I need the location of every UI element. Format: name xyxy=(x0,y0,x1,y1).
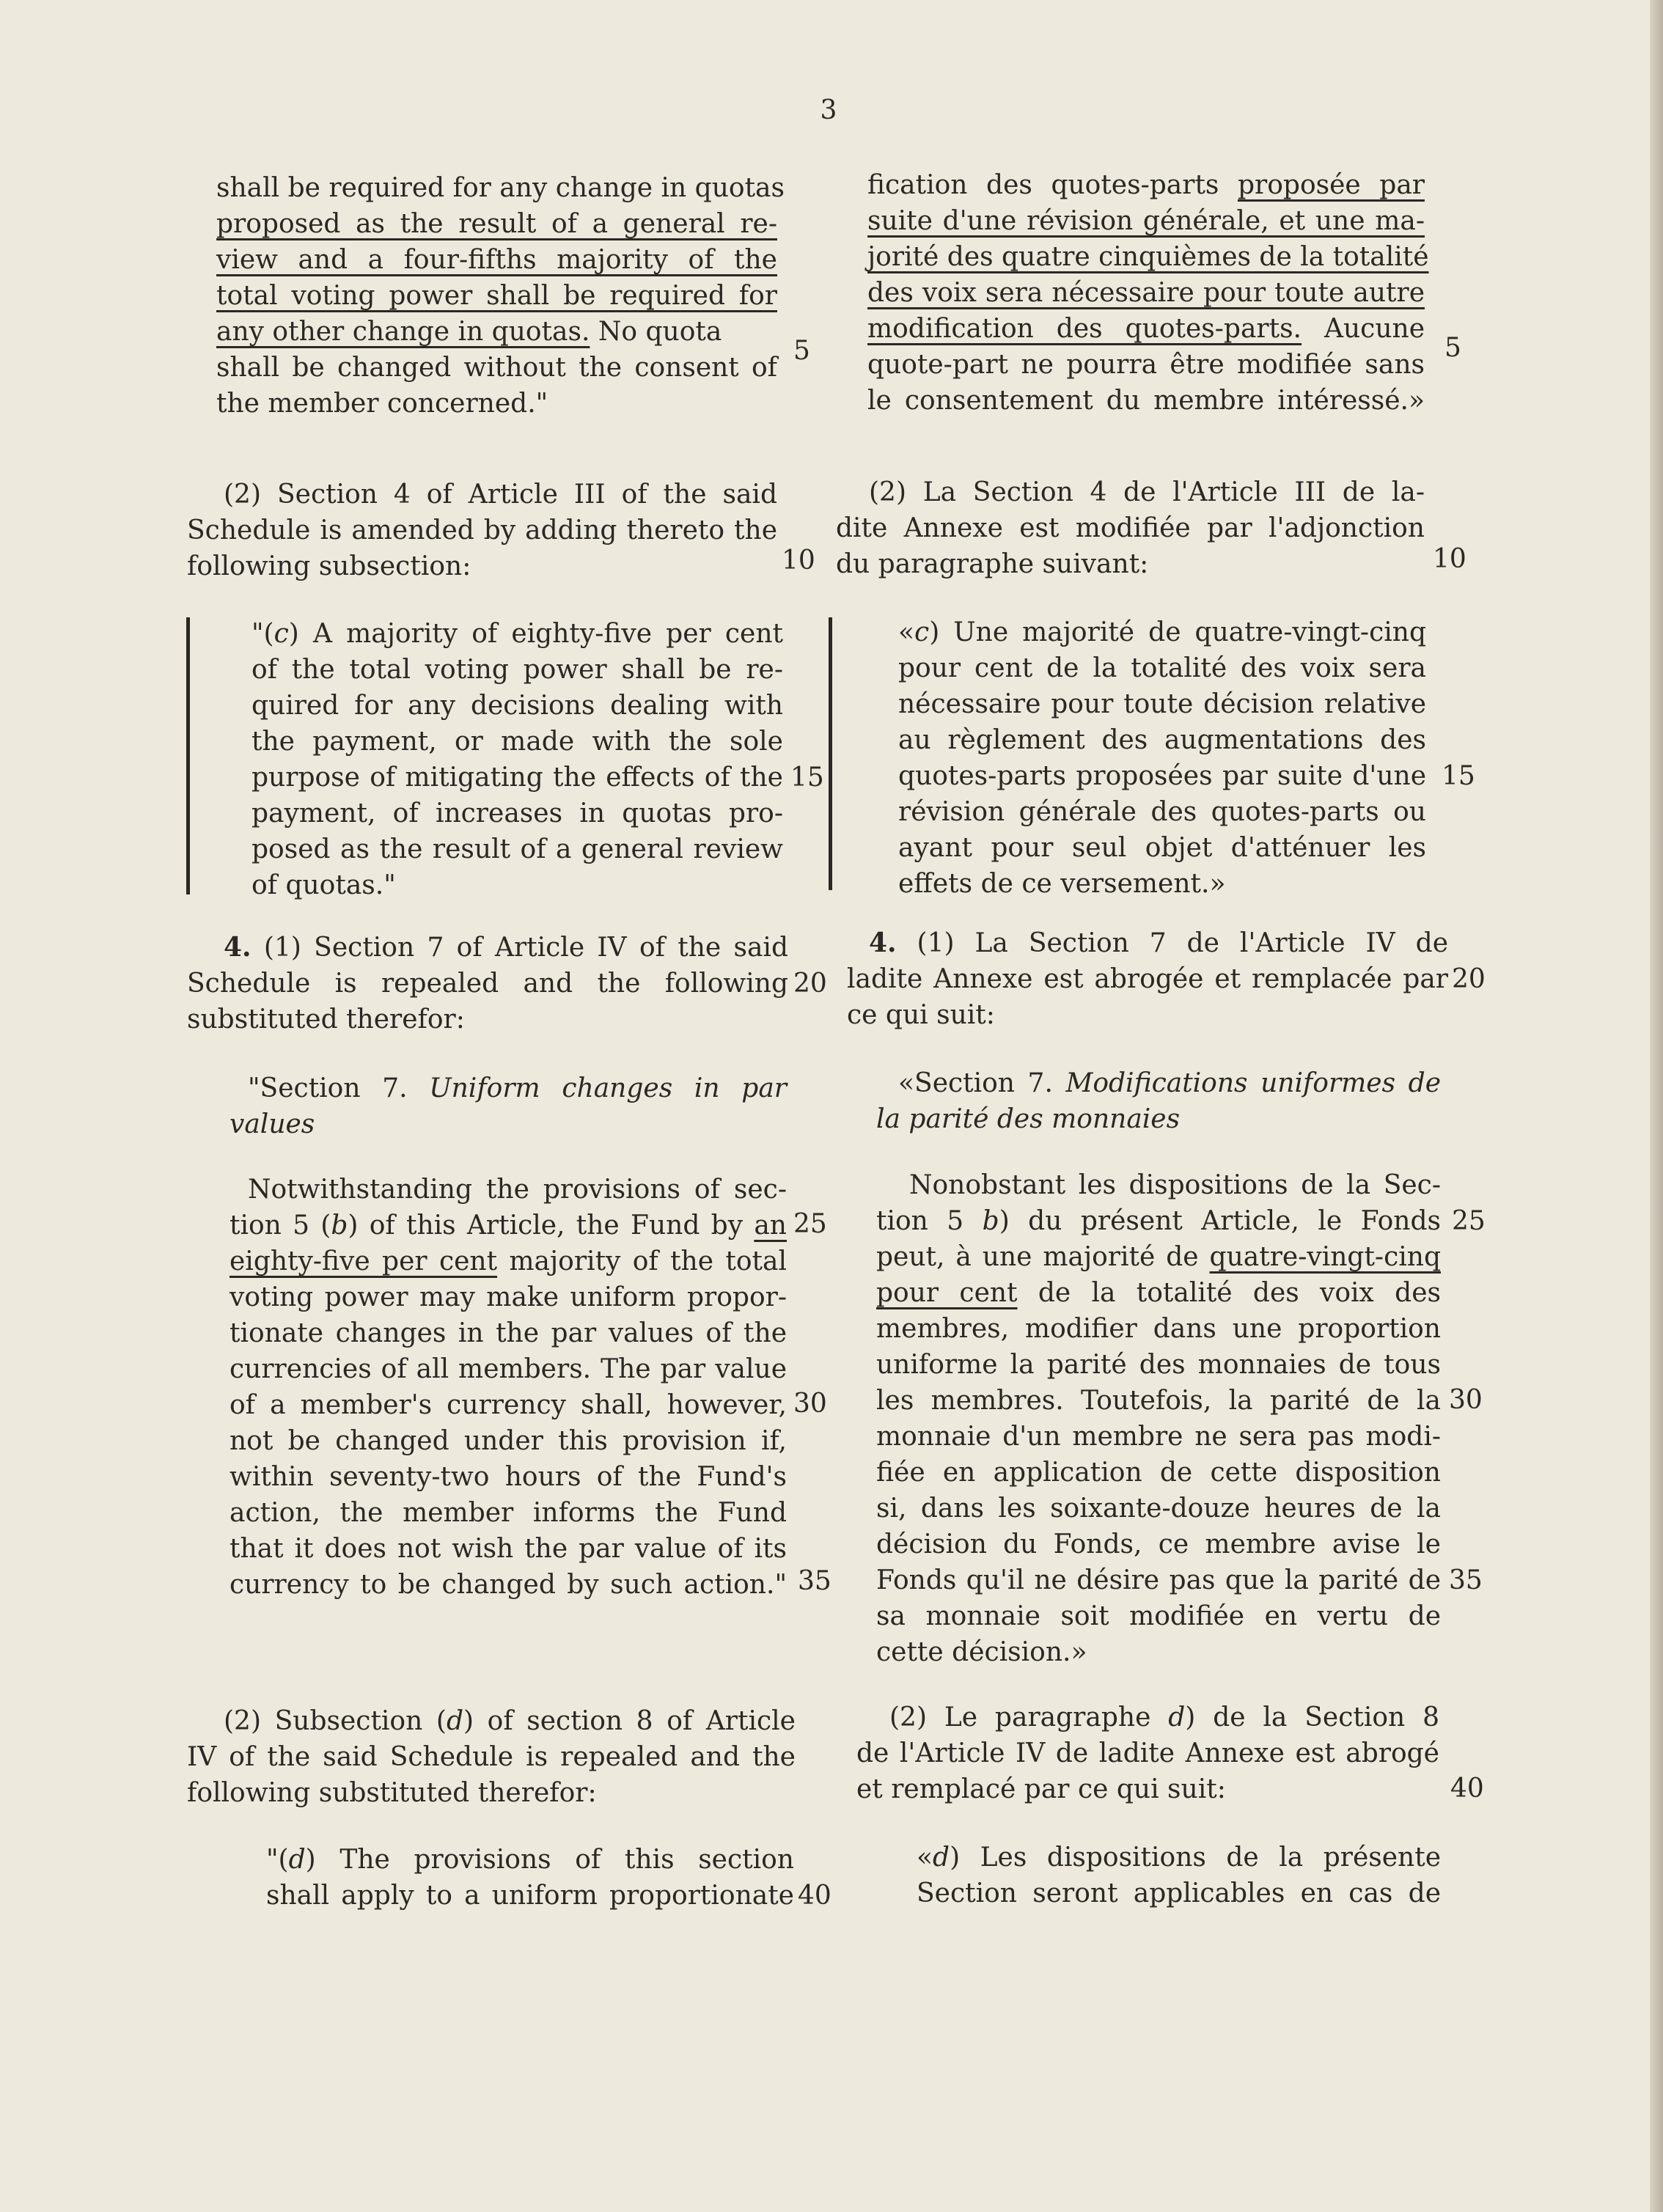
english-margin-bar xyxy=(186,617,190,894)
french-column xyxy=(836,0,1650,2212)
page-number: 3 xyxy=(820,95,837,125)
french-section7-text: Nonobstant les dispositions de la Sec- tion 5 b) du présent Article, le Fonds peut, à une majorité de quatre-vingt-cinq pour cent de la totalité des voix des membres, modifier dans une proportion uniforme la parité des monnaies de tous les membres. Toutefois, la parité de la monnaie d'un membre ne sera pas modi- fiée en application de cette disposition si, dans les soixante-douze heures de la décision du Fonds, ce membre avise le Fonds qu'il ne désire pas que la parité de sa monnaie soit modifiée en vertu de cette décision.» xyxy=(876,1170,1441,1667)
french-section7-heading: «Section 7. Modifications uniformes de la parité des monnaies xyxy=(876,1068,1441,1134)
line-number-10: 10 xyxy=(1433,544,1466,574)
line-number-35: 35 xyxy=(1449,1565,1483,1595)
line-number-40: 40 xyxy=(1450,1774,1484,1804)
line-number-25: 25 xyxy=(1452,1206,1486,1236)
english-subsection-c: "(c) A majority of eighty-five per cent of the total voting power shall be re- quired for any decisions dealing with the payment, or made with the sole purpose of mitigating the effects of the payment, of increases in quotas pro- posed as the result of a general review of quotas." xyxy=(252,619,783,900)
english-para-section7-repeal: 4. (1) Section 7 of Article IV of the said Schedule is repealed and the following substituted therefor: xyxy=(187,932,788,1035)
line-number-30: 30 xyxy=(1449,1385,1483,1415)
english-para-section4-amend: (2) Section 4 of Article III of the said Schedule is amended by adding thereto the following subsection: xyxy=(187,479,777,581)
english-subsection-d: "(d) The provisions of this section shall apply to a uniform proportionate xyxy=(266,1845,794,1911)
line-number-20: 20 xyxy=(1452,964,1486,994)
french-para-quotas-end: fication des quotes-parts proposée par suite d'une révision générale, et une ma- jorité des quatre cinquièmes de la totalité des voix sera nécessaire pour toute autre modification des quotes-parts. Aucune quote-part ne pourra être modifiée sans le consentement du membre intéressé.» xyxy=(867,170,1429,416)
french-para-section7-repeal: 4. (1) La Section 7 de l'Article IV de ladite Annexe est abrogée et remplacée par ce qui suit: xyxy=(847,927,1448,1030)
english-section7-heading: "Section 7. Uniform changes in par values xyxy=(230,1073,787,1139)
line-number-20: 20 xyxy=(793,969,827,999)
line-number-30: 30 xyxy=(793,1389,827,1419)
line-number-25: 25 xyxy=(793,1209,827,1239)
line-number-40: 40 xyxy=(798,1881,832,1911)
line-number-35: 35 xyxy=(798,1566,832,1596)
line-number-5: 5 xyxy=(793,336,810,366)
line-number-15: 15 xyxy=(1442,761,1475,791)
page-edge xyxy=(1650,0,1663,2212)
english-para-section8-repeal: (2) Subsection (d) of section 8 of Article IV of the said Schedule is repealed and the following substituted therefor: xyxy=(187,1706,796,1808)
line-number-10: 10 xyxy=(782,545,815,576)
french-subsection-c: «c) Une majorité de quatre-vingt-cinq pour cent de la totalité des voix sera nécessaire pour toute décision relative au règlement des augmentations des quotes-parts proposées par suite d'une révision générale des quotes-parts ou ayant pour seul objet d'atténuer les effets de ce versement.» xyxy=(898,617,1426,899)
french-margin-bar xyxy=(829,617,832,890)
english-section7-text: Notwithstanding the provisions of sec- tion 5 (b) of this Article, the Fund by an eighty-five per cent majority of the total voting power may make uniform propor- tionate changes in the par values of the currencies of all members. The par value of a member's currency shall, however, not be changed under this provision if, within seventy-two hours of the Fund's action, the member informs the Fund that it does not wish the par value of its currency to be changed by such action." xyxy=(230,1175,787,1600)
line-number-5: 5 xyxy=(1444,333,1461,363)
english-para-quotas-end: shall be required for any change in quotas proposed as the result of a general re- view and a four-fifths majority of the total voting power shall be required for any other change in quotas. No quota shall be changed without the consent of the member concerned." xyxy=(216,173,785,419)
french-para-section8-repeal: (2) Le paragraphe d) de la Section 8 de l'Article IV de ladite Annexe est abrogé et remplacé par ce qui suit: xyxy=(856,1702,1439,1804)
french-para-section4-amend: (2) La Section 4 de l'Article III de la- dite Annexe est modifiée par l'adjonction du paragraphe suivant: xyxy=(836,477,1425,579)
french-subsection-d: «d) Les dispositions de la présente Section seront applicables en cas de xyxy=(917,1842,1441,1908)
line-number-15: 15 xyxy=(790,763,824,793)
